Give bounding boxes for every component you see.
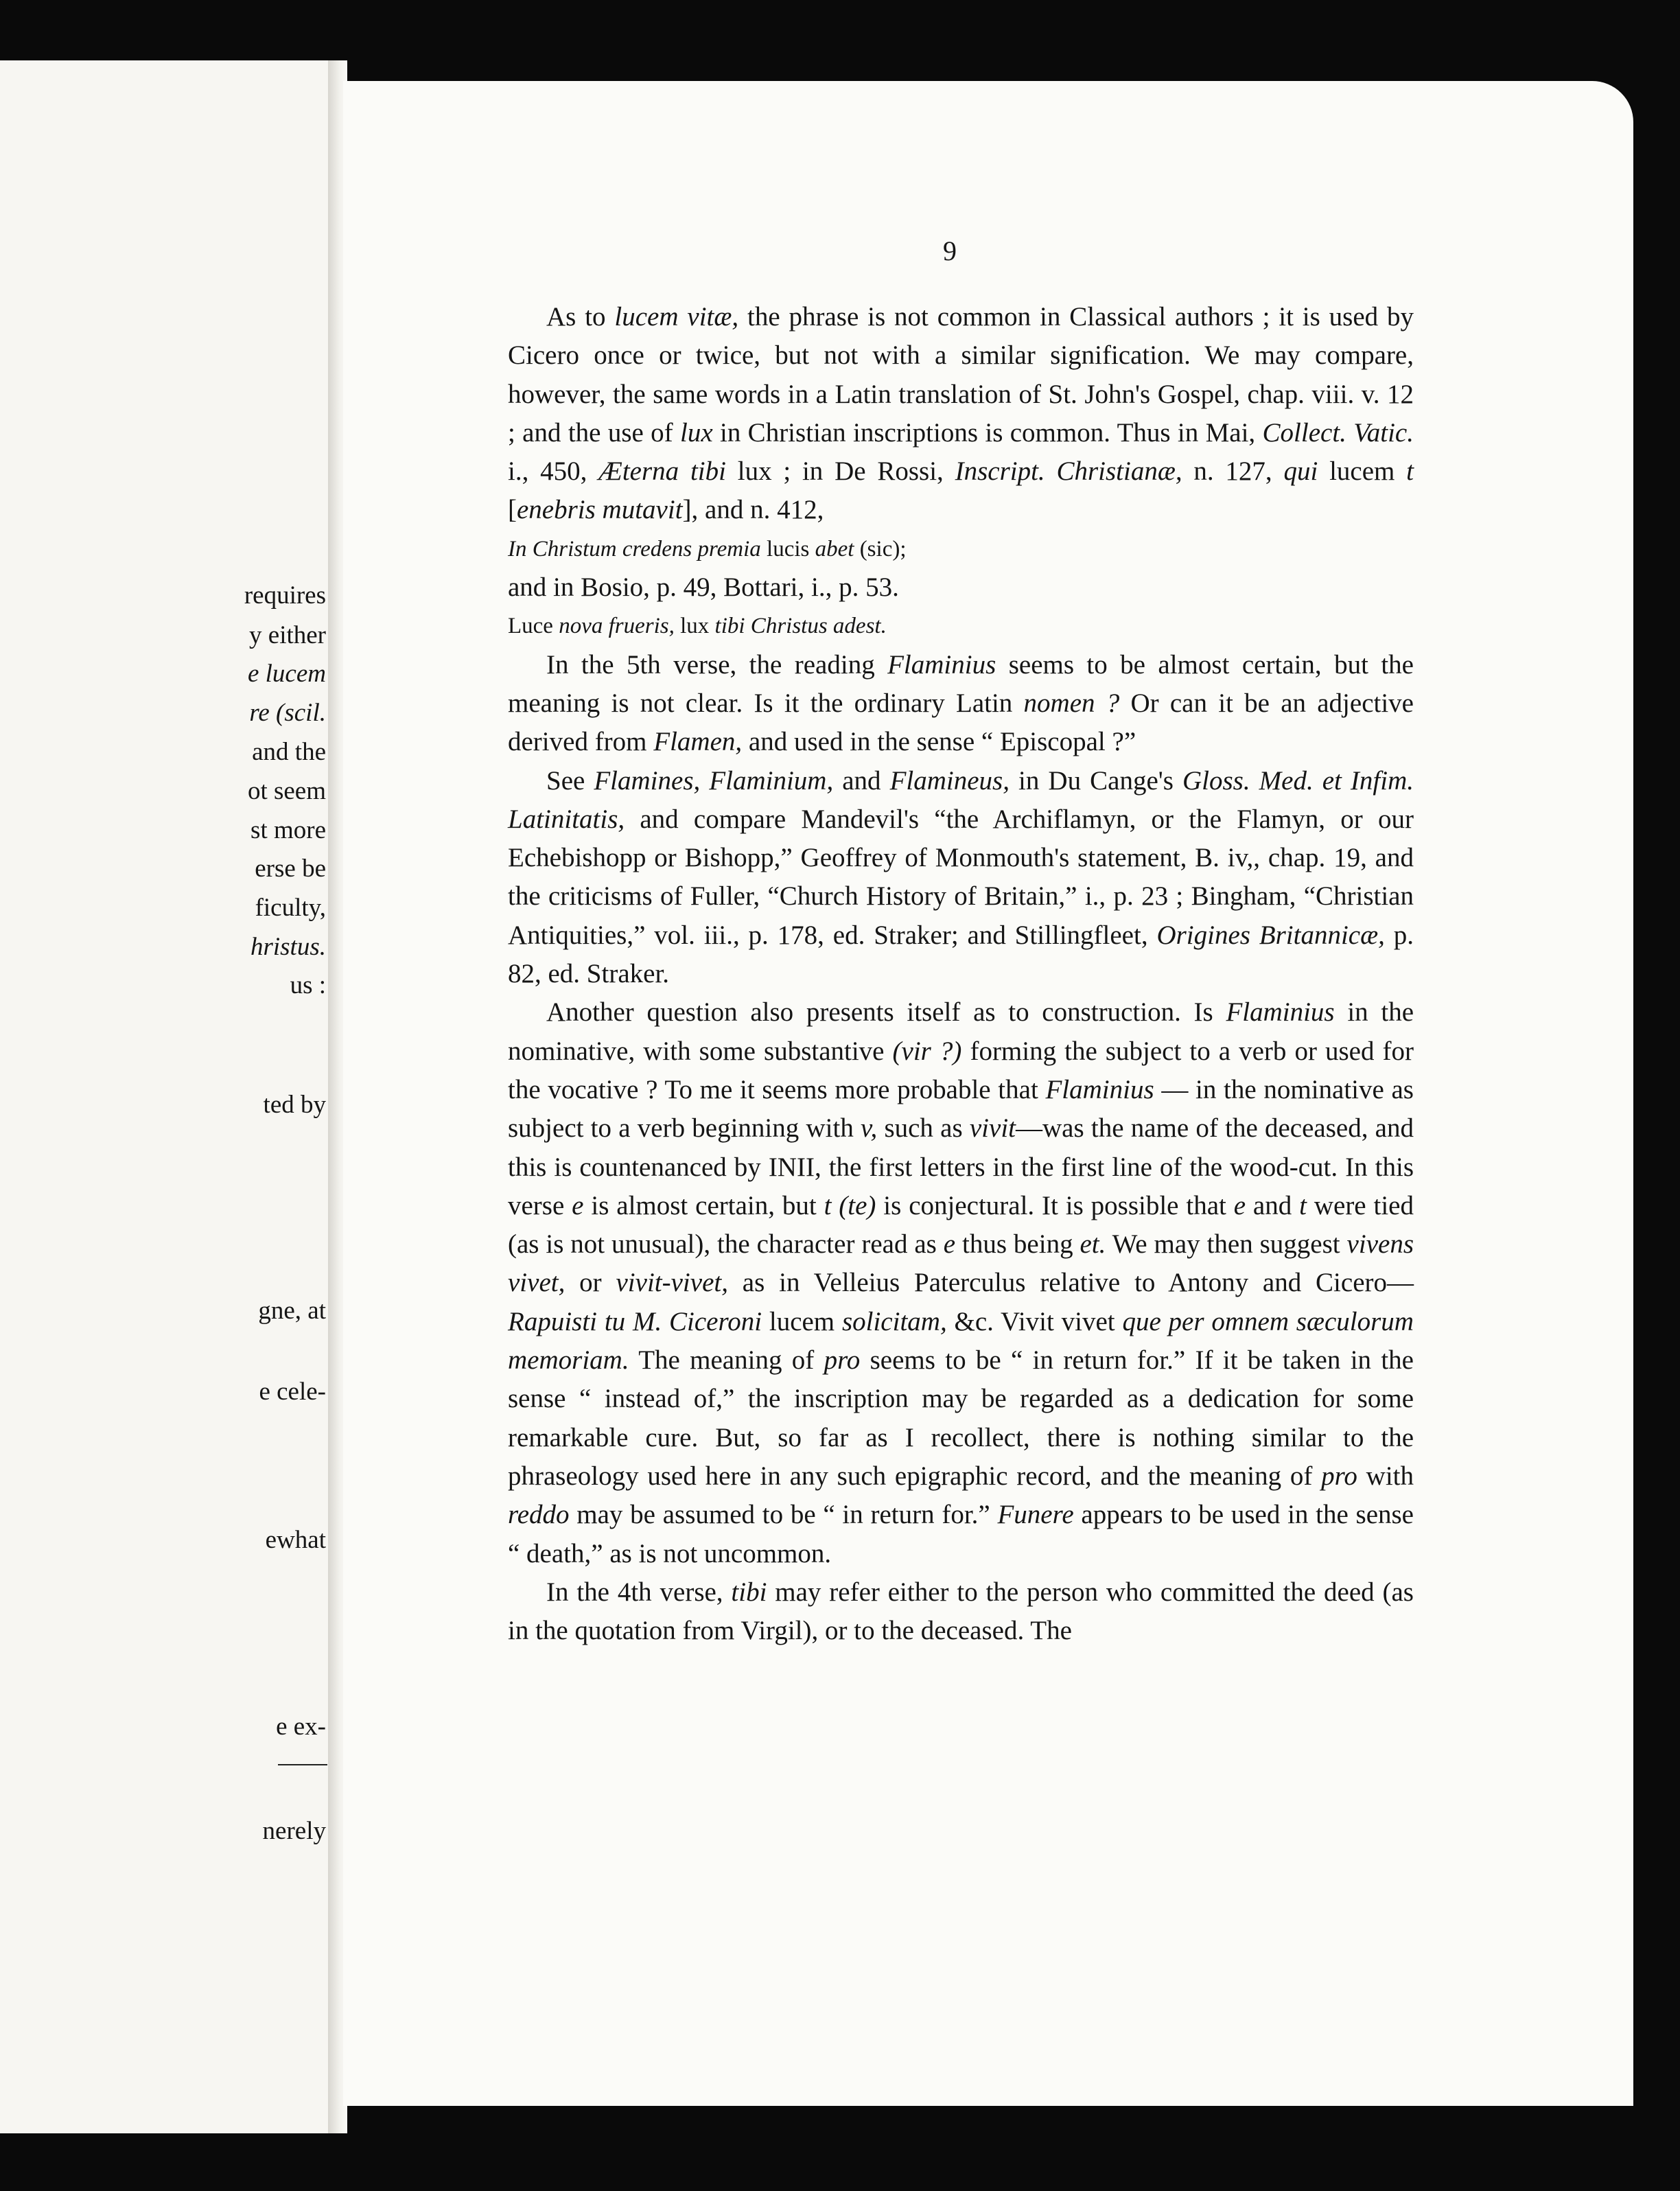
left-page-fragment: ted by (263, 1091, 326, 1119)
paragraph-fourth-verse: In the 4th verse, tibi may refer either to the person who committed the deed (as in the quotation from Virgil), or to the deceased. The (508, 1577, 1414, 1646)
left-page-fragment: and the (252, 738, 326, 766)
left-page-fragment: ot seem (247, 777, 326, 805)
left-page-fragment: re (scil. (249, 699, 326, 727)
left-page-fragment: hristus. (250, 933, 326, 961)
left-page-fragment: e lucem (247, 660, 326, 688)
left-page-fragment: ficulty, (255, 894, 326, 922)
left-page-fragment: y either (249, 621, 326, 649)
paragraph-flamines: See Flamines, Flaminium, and Flamineus, in Du Cange's Gloss. Med. et Infim. Latinitatis, and compare Mandevil's “the Archiflamyn, or the Flamyn, or our Echebishopp or Bishopp,” Geoffrey of Monmouth's statement, B. iv,, chap. 19, and the criticisms of Fuller, “Church History of Britain,” i., p. 23 ; Bingham, “Christian Antiquities,” vol. iii., p. 178, ed. Straker; and Stillingfleet, Origines Britannicæ, p. 82, ed. Straker. (508, 765, 1414, 989)
left-page-fragment: nerely (262, 1817, 326, 1845)
paragraph-fifth-verse: In the 5th verse, the reading Flaminius seems to be almost certain, but the meaning is not clear. Is it the ordinary Latin nomen ? Or can it be an adjective derived from Flamen, and used in the sense “ Episcopal ?” (508, 649, 1414, 757)
paragraph-lucem-vitae: As to lucem vitæ, the phrase is not common in Classical authors ; it is used by Cicero once or twice, but not with a similar signification. We may compare, however, the same words in a Latin translation of St. John's Gospel, chap. viii. v. 12 ; and the use of lux in Christian inscriptions is common. Thus in Mai, Collect. Vatic. i., 450, Æterna tibi lux ; in De Rossi, Inscript. Christianæ, n. 127, qui lucem t [enebris mutavit], and n. 412, (508, 302, 1414, 525)
left-page-fragment: gne, at (258, 1297, 326, 1325)
left-page-fragment: requires (244, 581, 326, 610)
left-page-fragment: st more (250, 816, 326, 844)
left-page-fragment: erse be (255, 855, 326, 883)
quotation-line-1: In Christum credens premia lucis abet (sic); (508, 536, 907, 561)
paragraph-bosio: and in Bosio, p. 49, Bottari, i., p. 53. (508, 572, 899, 603)
left-page-fragment: us : (290, 971, 326, 999)
quotation-line-2: Luce nova frueris, lux tibi Christus adest. (508, 614, 887, 639)
paragraph-construction: Another question also presents itself as to construction. Is Flaminius in the nominative, with some substantive (vir ?) forming the subject to a verb or used for the vocative ? To me it seems more probable that Flaminius — in the nominative as subject to a verb beginning with v, such as vivit—was the name of the deceased, and this is countenanced by INII, the first letters in the first line of the wood-cut. In this verse e is almost certain, but t (te) is conjectural. It is possible that e and t were tied (as is not unusual), the character read as e thus being et. We may then suggest vivens vivet, or vivit-vivet, as in Velleius Paterculus relative to Antony and Cicero—Rapuisti tu M. Ciceroni lucem solicitam, &c. Vivit vivet que per omnem sæculorum memoriam. The meaning of pro seems to be “ in return for.” If it be taken in the sense “ instead of,” the inscription may be regarded as a dedication for some remarkable cure. But, so far as I recollect, there is nothing similar to the phraseology used here in any such epigraphic record, and the meaning of pro with reddo may be assumed to be “ in return for.” Funere appears to be used in the sense “ death,” as is not uncommon. (508, 997, 1414, 1568)
page-number: 9 (943, 235, 957, 266)
left-page-fragment: e ex- (276, 1713, 326, 1741)
footnote-rule (278, 1764, 327, 1765)
left-page-fragment: e cele- (259, 1378, 326, 1406)
page-body (508, 298, 1414, 1650)
left-page-fragment: ewhat (265, 1526, 326, 1554)
